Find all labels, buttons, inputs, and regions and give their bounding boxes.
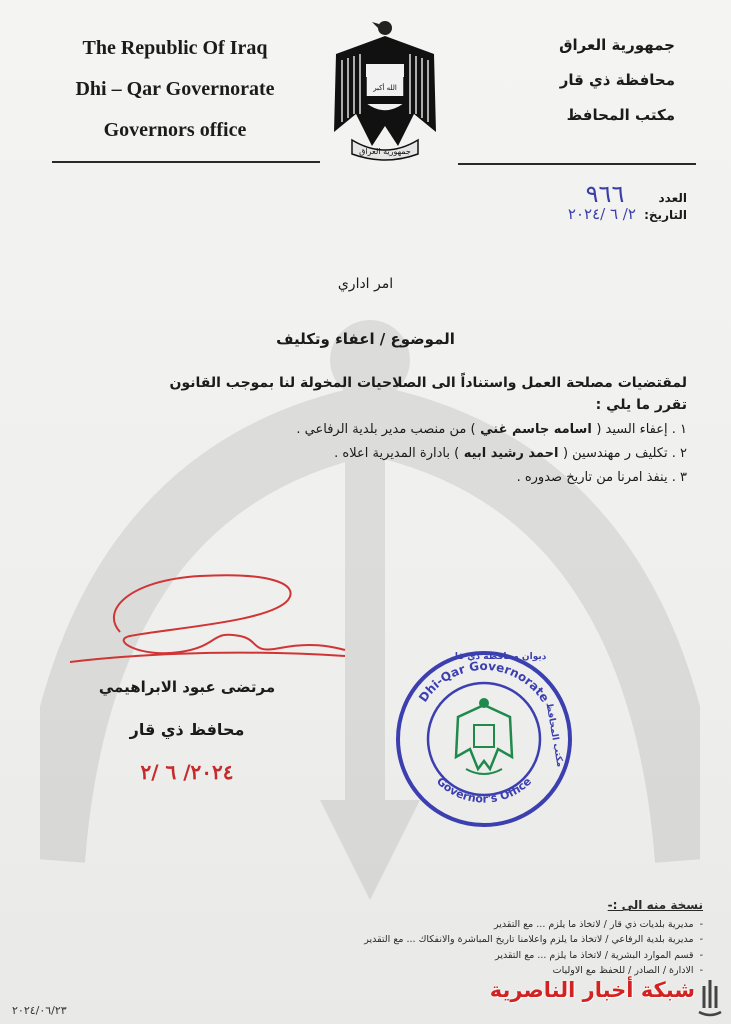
stamp-top-text: Dhi-Qar Governorate — [416, 659, 552, 705]
copies-list — [223, 917, 703, 979]
item-number: ٣ . — [671, 470, 687, 485]
emblem-caption: جمهورية العراق — [359, 147, 411, 156]
news-network-watermark: شبكة أخبار الناصرية — [489, 978, 695, 1002]
header-right-divider — [458, 163, 696, 165]
copies-section — [223, 898, 703, 979]
header-english-line-1: The Republic Of Iraq — [82, 37, 268, 59]
subject-line: الموضوع / اعفاء وتكليف — [276, 330, 455, 348]
order-item-1 — [47, 418, 687, 442]
stamp-bottom-text: Governor's Office — [434, 774, 534, 806]
order-item-3 — [47, 466, 687, 490]
date-value: ٢/ ٦ /٢٠٢٤ — [567, 205, 636, 223]
header-english-line-2: Dhi – Qar Governorate — [75, 78, 275, 100]
copy-recipient: - مديرية بلديات ذي قار / لاتخاذ ما يلزم ... مع التقدير — [223, 917, 703, 933]
item-text: ينفذ امرنا من تاريخ صدوره . — [516, 470, 668, 485]
item-text: إعفاء السيد ( — [596, 422, 668, 437]
signatory-name: مرتضى عبود الابراهيمي — [98, 678, 276, 696]
order-body — [47, 372, 687, 490]
signatory-date: ٢٠٢٤/ ٦ /٢ — [140, 760, 234, 784]
item-text: تكليف ر مهندسين ( — [562, 446, 668, 461]
document-date — [568, 205, 687, 223]
number-label: العدد — [658, 191, 687, 205]
item-number: ٢ . — [671, 446, 687, 461]
item-number: ١ . — [671, 422, 687, 437]
order-type-title: امر اداري — [337, 276, 394, 292]
header-arabic-line-2: محافظة ذي قار — [559, 71, 675, 89]
arabic-header — [465, 28, 675, 133]
iraq-eagle-emblem-icon — [332, 14, 438, 162]
english-header — [40, 28, 310, 151]
number-value: ٩٦٦ — [585, 180, 625, 208]
item-person-name: احمد رشيد ابيه — [459, 446, 563, 461]
svg-text:الله أكبر: الله أكبر — [373, 84, 397, 92]
date-label: التاريخ: — [644, 208, 687, 222]
preamble-text: لمقتضيات مصلحة العمل واستناداً الى الصلاحيات المخولة لنا بموجب القانون — [169, 375, 687, 391]
header-english-line-3: Governors office — [103, 119, 247, 141]
copy-recipient: - قسم الموارد البشرية / لاتخاذ ما يلزم ... مع التقدير — [223, 948, 703, 964]
svg-text:Governor's Office — [434, 775, 534, 806]
stamp-arabic-right: مكتب المحافظ — [543, 702, 565, 768]
header-arabic-line-3: مكتب المحافظ — [566, 106, 675, 124]
signatory-title: محافظ ذي قار — [129, 720, 245, 739]
order-item-2 — [47, 442, 687, 466]
handwritten-signature — [60, 570, 360, 680]
item-person-name: اسامه جاسم غني — [475, 422, 597, 437]
official-stamp-icon — [393, 648, 575, 830]
copies-heading: نسخة منه الى :- — [607, 898, 703, 912]
item-text: ) من منصب مدير بلدية الرفاعي . — [296, 422, 476, 437]
header-arabic-line-1: جمهورية العراق — [559, 36, 675, 54]
stamp-arabic-top: ديوان محافظة ذي قار — [449, 652, 547, 662]
copy-recipient: - الادارة / الصادر / للحفظ مع الاوليات — [223, 963, 703, 979]
scan-date: ٢٠٢٤/٠٦/٢٣ — [12, 1004, 67, 1017]
item-text: ) بادارة المديرية اعلاه . — [334, 446, 460, 461]
copy-recipient: - مديرية بلدية الرفاعي / لاتخاذ ما يلزم واعلامنا تاريخ المباشرة والانفكاك ... مع التقدير — [223, 932, 703, 948]
decision-intro: تقرر ما يلي : — [595, 397, 687, 413]
news-network-logo-icon — [695, 978, 725, 1018]
document-number — [586, 180, 687, 208]
header-left-divider — [52, 161, 320, 163]
